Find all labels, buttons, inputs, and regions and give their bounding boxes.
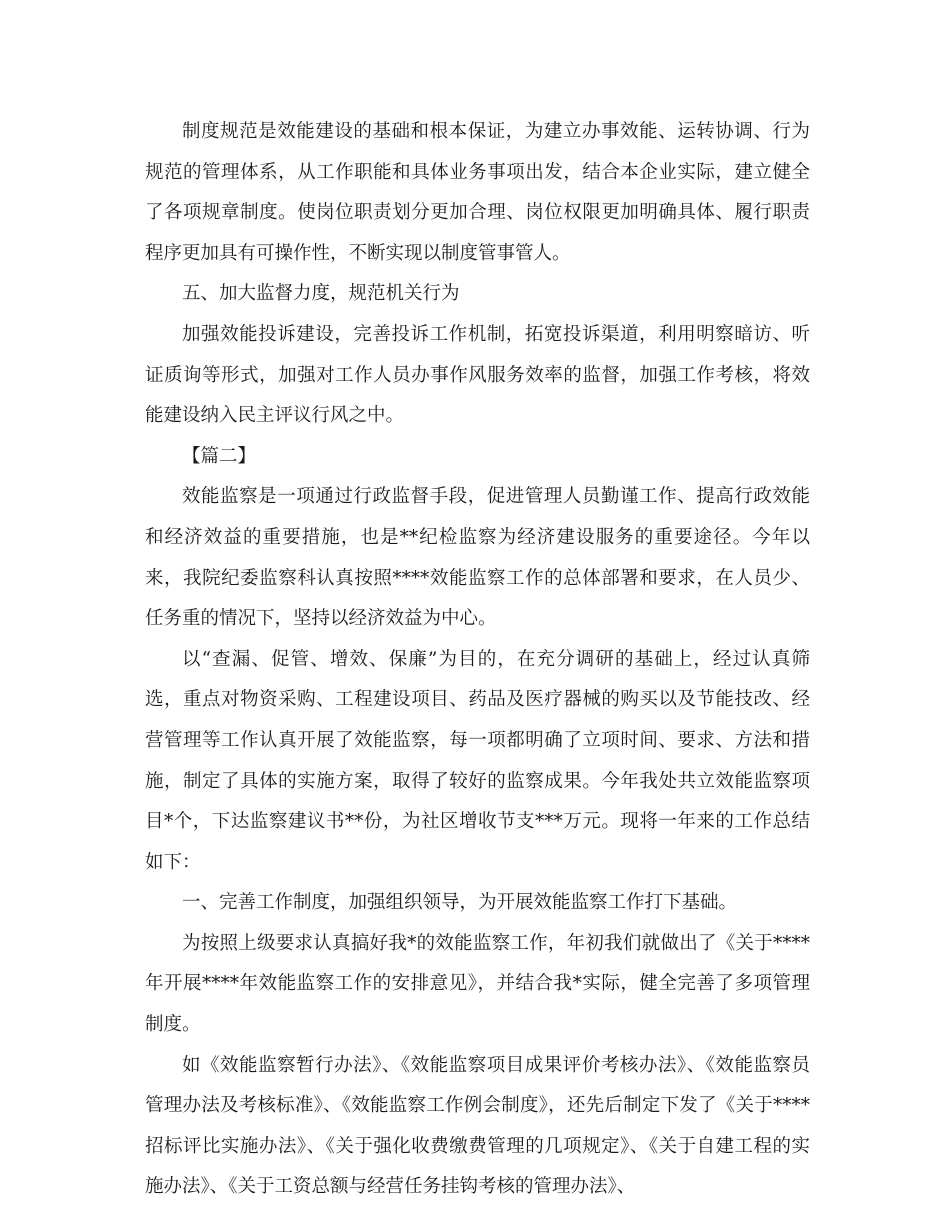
paragraph-system-standards: 制度规范是效能建设的基础和根本保证，为建立办事效能、运转协调、行为规范的管理体系，从工作职能和具体业务事项出发，结合本企业实际，建立健全了各项规章制度。使岗位职责划分更加合理、岗位权限更加明确具体、履行职责程序更加具有可操作性，不断实现以制度管事管人。: [145, 121, 810, 264]
paragraph-objectives: 以“查漏、促管、增效、保廉”为目的，在充分调研的基础上，经过认真筛选，重点对物资采购、工程建设项目、药品及医疗器械的购买以及节能技改、经营管理等工作认真开展了效能监察，每一项都明确了立项时间、要求、方法和措施，制定了具体的实施方案，取得了较好的监察成果。今年我处共立效能监察项目*个，下达监察建议书**份，为社区增收节支***万元。现将一年来的工作总结如下：: [145, 648, 810, 873]
paragraph-efficiency-supervision: 效能监察是一项通过行政监督手段，促进管理人员勤谨工作、提高行政效能和经济效益的重要措施，也是**纪检监察为经济建设服务的重要途径。今年以来，我院纪委监察科认真按照****效能监察工作的总体部署和要求，在人员少、任务重的情况下，坚持以经济效益为中心。: [145, 486, 810, 630]
paragraph-annual-plan: 为按照上级要求认真搞好我*的效能监察工作，年初我们就做出了《关于****年开展****年效能监察工作的安排意见》，并结合我*实际，健全完善了多项管理制度。: [145, 932, 810, 1036]
heading-section-five: 五、加大监督力度，规范机关行为: [182, 283, 460, 305]
paragraph-complaint-building: 加强效能投诉建设，完善投诉工作机制，拓宽投诉渠道，利用明察暗访、听证质询等形式，加强对工作人员办事作风服务效率的监督，加强工作考核，将效能建设纳入民主评议行风之中。: [145, 323, 810, 427]
document-body: [145, 112, 810, 1208]
heading-part-two: 【篇二】: [182, 445, 257, 467]
heading-section-one: 一、完善工作制度，加强组织领导，为开展效能监察工作打下基础。: [182, 892, 738, 914]
paragraph-regulation-list: 如《效能监察暂行办法》、《效能监察项目成果评价考核办法》、《效能监察员管理办法及考核标准》、《效能监察工作例会制度》，还先后制定下发了《关于****招标评比实施办法》、《关于强化收费缴费管理的几项规定》、《关于自建工程的实施办法》、《关于工资总额与经营任务挂钩考核的管理办法》、: [145, 1054, 810, 1198]
